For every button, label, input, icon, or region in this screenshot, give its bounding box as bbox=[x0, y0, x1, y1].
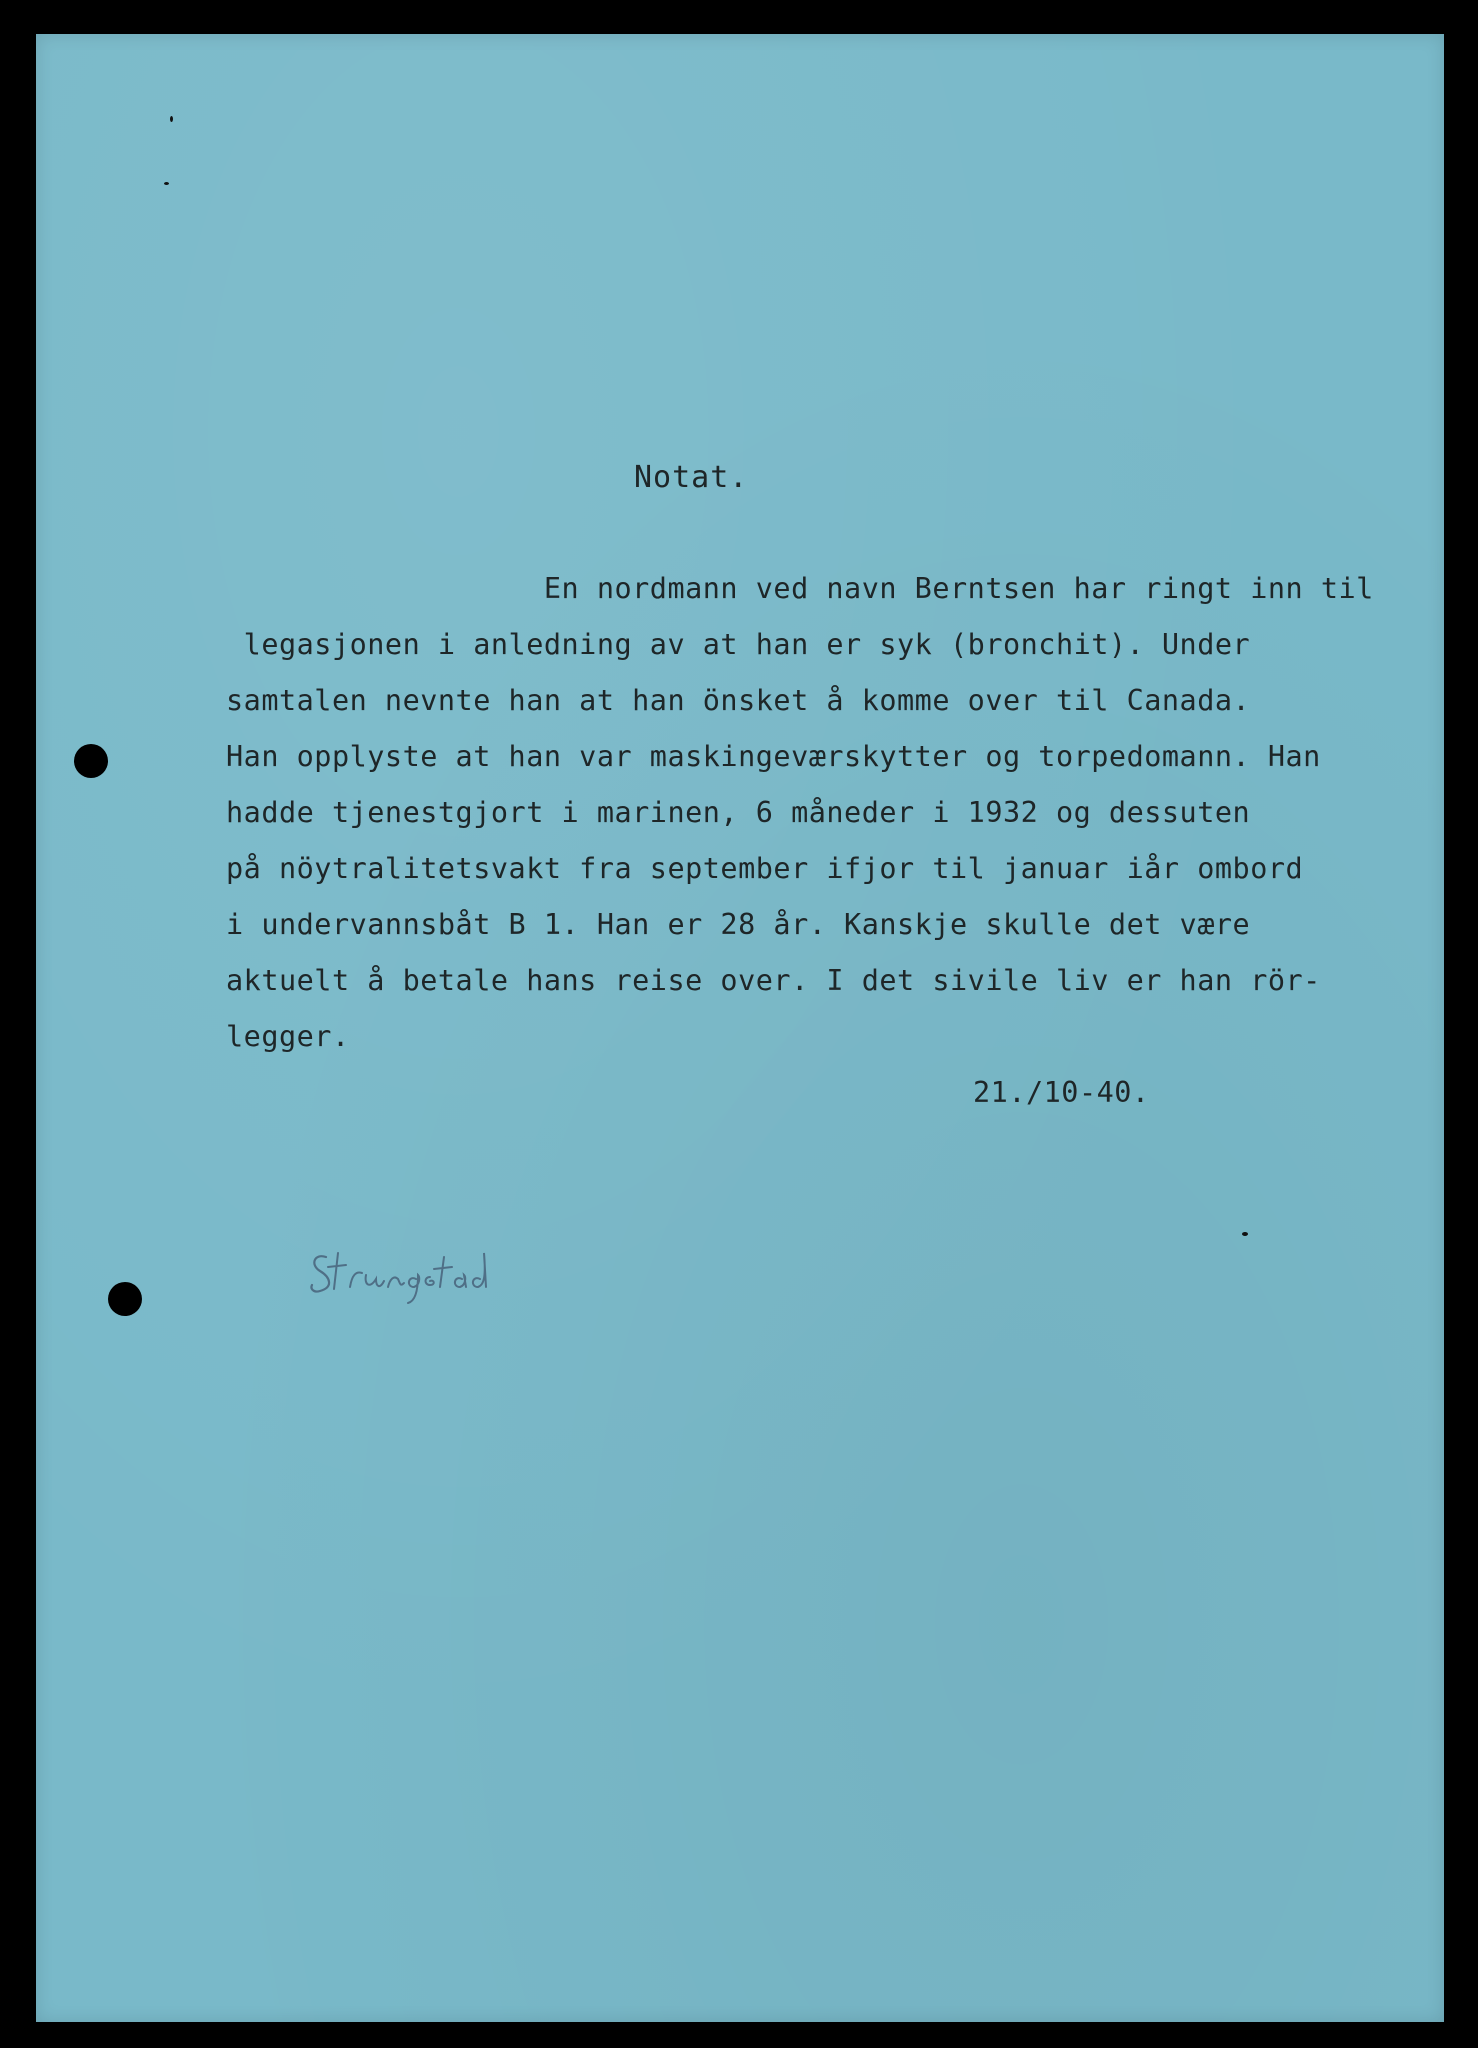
punch-hole bbox=[74, 744, 108, 778]
body-line-5: hadde tjenestgjort i marinen, 6 måneder i 1932 og dessuten bbox=[226, 796, 1251, 829]
punch-hole bbox=[108, 1282, 142, 1316]
handwritten-signature bbox=[304, 1239, 504, 1309]
body-line-3: samtalen nevnte han at han önsket å komme over til Canada. bbox=[226, 684, 1251, 717]
body-line-9: legger. bbox=[226, 1020, 350, 1053]
scan-speck bbox=[1242, 1232, 1248, 1236]
document-title: Notat. bbox=[634, 460, 749, 495]
body-line-2: legasjonen i anledning av at han er syk (bronchit). Under bbox=[226, 628, 1251, 661]
body-line-8: aktuelt å betale hans reise over. I det sivile liv er han rör- bbox=[226, 964, 1321, 997]
paper-sheet bbox=[36, 34, 1444, 2022]
scan-speck bbox=[164, 182, 169, 185]
scan-speck bbox=[170, 116, 173, 122]
body-line-1: En nordmann ved navn Berntsen har ringt inn til bbox=[226, 572, 1374, 605]
body-line-6: på nöytralitetsvakt fra september ifjor til januar iår ombord bbox=[226, 852, 1304, 885]
document-date: 21./10-40. bbox=[973, 1076, 1150, 1109]
body-line-4: Han opplyste at han var maskingeværskytter og torpedomann. Han bbox=[226, 740, 1321, 773]
body-line-7: i undervannsbåt B 1. Han er 28 år. Kanskje skulle det være bbox=[226, 908, 1251, 941]
